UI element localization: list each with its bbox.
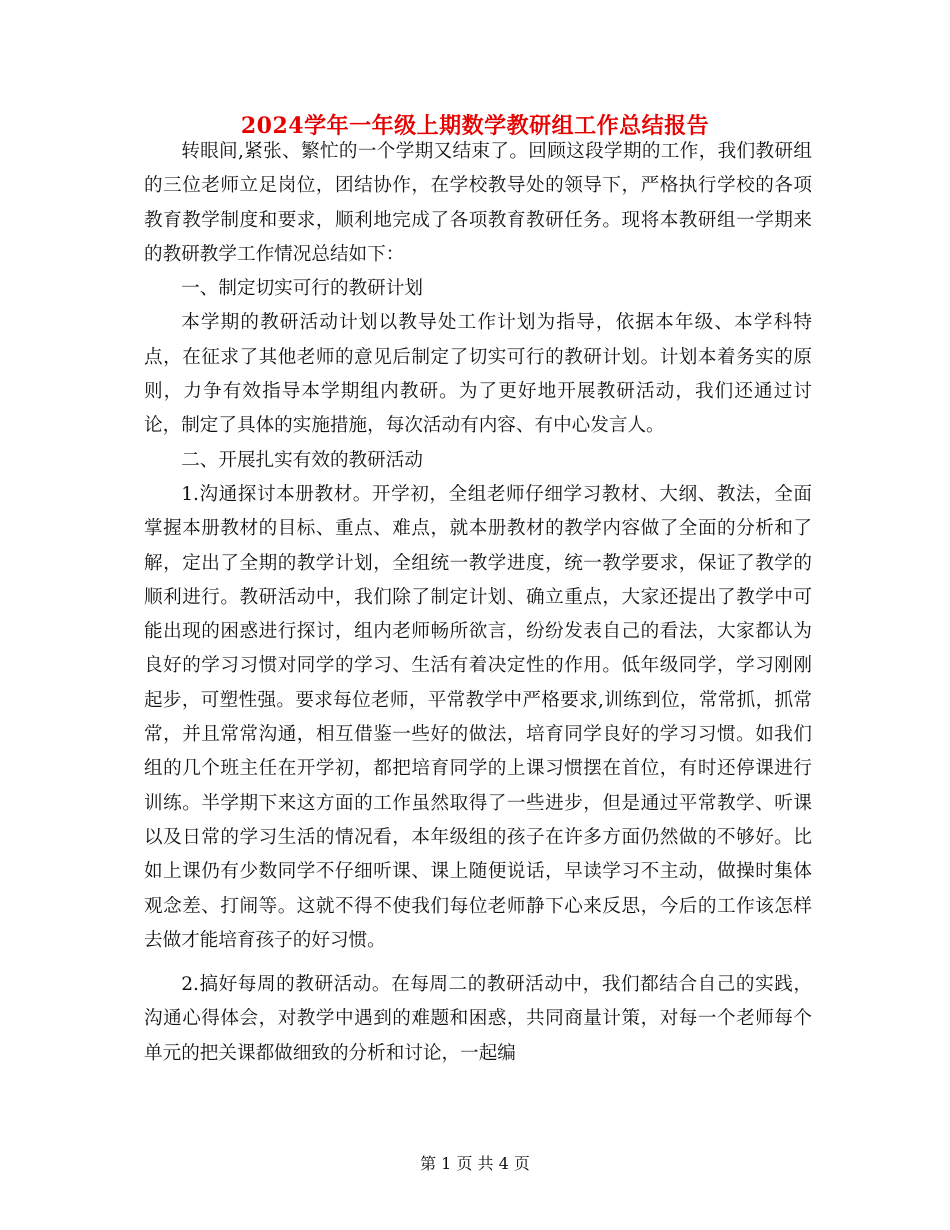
- section-1-paragraph: 本学期的教研活动计划以教导处工作计划为指导，依据本年级、本学科特点，在征求了其他老师的意见后制定了切实可行的教研计划。计划本着务实的原则，力争有效指导本学期组内教研。为了更好地开展教研活动，我们还通过讨论，制定了具体的实施措施，每次活动有内容、有中心发言人。: [144, 312, 812, 437]
- page-number-footer: 第 1 页 共 4 页: [420, 1154, 530, 1173]
- document-body: [144, 135, 812, 1071]
- section-heading-2: 二、开展扎实有效的教研活动: [181, 449, 423, 471]
- section-heading-1: 一、制定切实可行的教研计划: [181, 278, 423, 300]
- item-1-paragraph: 1.沟通探讨本册教材。开学初，全组老师仔细学习教材、大纲、教法，全面掌握本册教材的目标、重点、难点，就本册教材的教学内容做了全面的分析和了解，定出了全期的教学计划，全组统一教学进度，统一教学要求，保证了教学的顺利进行。教研活动中，我们除了制定计划、确立重点，大家还提出了教学中可能出现的困惑进行探讨，组内老师畅所欲言，纷纷发表自己的看法，大家都认为良好的学习习惯对同学的学习、生活有着决定性的作用。低年级同学，学习刚刚起步，可塑性强。要求每位老师，平常教学中严格要求,训练到位，常常抓，抓常常，并且常常沟通，相互借鉴一些好的做法，培育同学良好的学习习惯。如我们组的几个班主任在开学初，都把培育同学的上课习惯摆在首位，有时还停课进行训练。半学期下来这方面的工作虽然取得了一些进步，但是通过平常教学、听课以及日常的学习生活的情况看，本年级组的孩子在许多方面仍然做的不够好。比如上课仍有少数同学不仔细听课、课上随便说话，早读学习不主动，做操时集体观念差、打闹等。这就不得不使我们每位老师静下心来反思，今后的工作该怎样去做才能培育孩子的好习惯。: [144, 483, 812, 951]
- intro-paragraph: 转眼间,紧张、繁忙的一个学期又结束了。回顾这段学期的工作，我们教研组的三位老师立足岗位，团结协作，在学校教导处的领导下，严格执行学校的各项教育教学制度和要求，顺利地完成了各项教育教研任务。现将本教研组一学期来的教研教学工作情况总结如下：: [144, 141, 812, 265]
- document-title: 2024学年一年级上期数学教研组工作总结报告: [240, 113, 710, 139]
- item-2-paragraph: 2.搞好每周的教研活动。在每周二的教研活动中，我们都结合自己的实践，沟通心得体会，对教学中遇到的难题和困惑，共同商量计策，对每一个老师每个单元的把关课都做细致的分析和讨论，一起编: [144, 974, 812, 1064]
